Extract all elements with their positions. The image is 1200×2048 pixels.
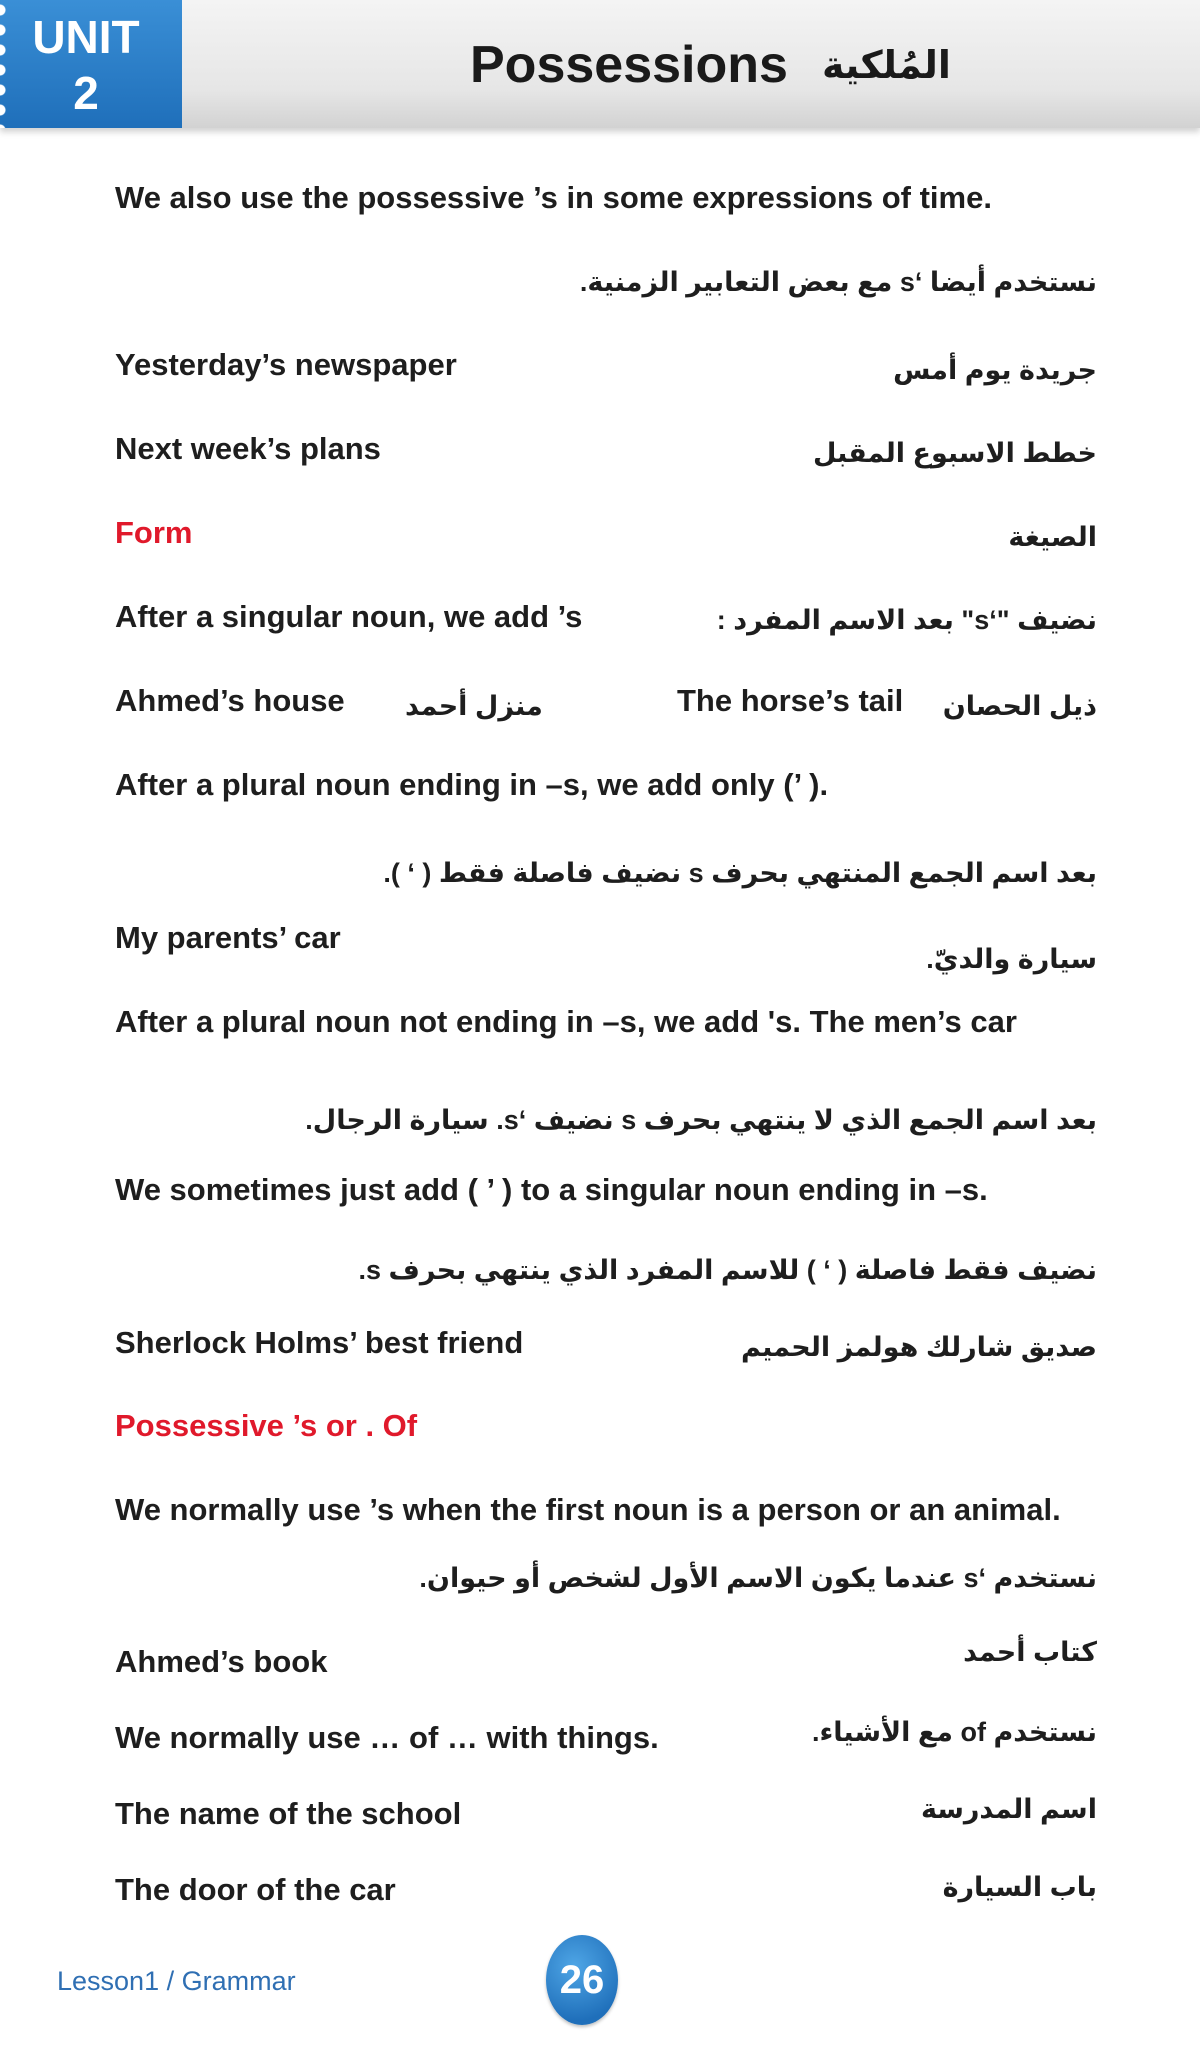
form-heading-arabic: الصيغة [1008,522,1097,552]
example-school-name-arabic: اسم المدرسة [920,1794,1097,1824]
time-expressions-rule-arabic: نستخدم أيضا ‘s مع بعض التعابير الزمنية. [579,267,1097,297]
plural-s-rule-arabic: بعد اسم الجمع المنتهي بحرف s نضيف فاصلة فقط ( ‘ ). [383,858,1097,888]
page-title-arabic: المُلكية [821,44,951,87]
example-parents-car-arabic: سيارة والديّ. [926,944,1097,974]
page-title-english: Possessions [470,36,788,94]
example-ahmed-house: Ahmed’s house [115,683,345,718]
example-horse-tail-arabic: ذيل الحصان [942,691,1097,721]
example-car-door: The door of the car [115,1872,396,1907]
example-ahmed-book: Ahmed’s book [115,1644,328,1679]
person-animal-rule-arabic: نستخدم ‘s عندما يكون الاسم الأول لشخص أو حيوان. [419,1563,1097,1593]
example-parents-car: My parents’ car [115,920,341,955]
example-next-week-arabic: خطط الاسبوع المقبل [812,438,1097,468]
of-with-things-rule: We normally use … of … with things. [115,1720,659,1755]
unit-number: 2 [73,67,99,119]
singular-noun-rule-arabic: نضيف "‘s" بعد الاسم المفرد : [716,605,1097,635]
example-school-name: The name of the school [115,1796,462,1831]
page-title [470,30,951,100]
example-yesterday-arabic: جريدة يوم أمس [893,355,1097,385]
example-sherlock-arabic: صديق شارلك هولمز الحميم [740,1332,1097,1362]
example-ahmed-book-arabic: كتاب أحمد [963,1637,1097,1667]
person-animal-rule: We normally use ’s when the first noun is a person or an animal. [115,1492,1061,1527]
example-ahmed-house-arabic: منزل أحمد [405,691,543,721]
time-expressions-rule: We also use the possessive ’s in some expressions of time. [115,180,992,215]
of-with-things-rule-arabic: نستخدم of مع الأشياء. [811,1717,1097,1747]
example-yesterday: Yesterday’s newspaper [115,347,457,382]
example-car-door-arabic: باب السيارة [942,1872,1097,1902]
plural-s-rule: After a plural noun ending in –s, we add only (’ ). [115,767,829,802]
page-header [0,0,1200,128]
singular-s-ending-rule-arabic: نضيف فقط فاصلة ( ‘ ) للاسم المفرد الذي ينتهي بحرف s. [358,1255,1097,1285]
example-next-week: Next week’s plans [115,431,381,466]
example-horse-tail: The horse’s tail [677,683,904,718]
form-heading: Form [115,515,193,550]
singular-noun-rule: After a singular noun, we add ’s [115,599,583,634]
possessive-or-of-heading: Possessive ’s or . Of [115,1408,418,1443]
plural-not-s-rule: After a plural noun not ending in –s, we add 's. The men’s car [115,1004,1017,1039]
example-sherlock: Sherlock Holms’ best friend [115,1325,524,1360]
singular-s-ending-rule: We sometimes just add ( ’ ) to a singular noun ending in –s. [115,1172,988,1207]
plural-not-s-rule-arabic: بعد اسم الجمع الذي لا ينتهي بحرف s نضيف ‘s. سيارة الرجال. [305,1105,1097,1135]
page-number: 26 [546,1935,618,2025]
lesson-label: Lesson1 / Grammar [57,1966,296,1996]
unit-label: UNIT [32,11,140,63]
unit-badge [0,0,182,128]
